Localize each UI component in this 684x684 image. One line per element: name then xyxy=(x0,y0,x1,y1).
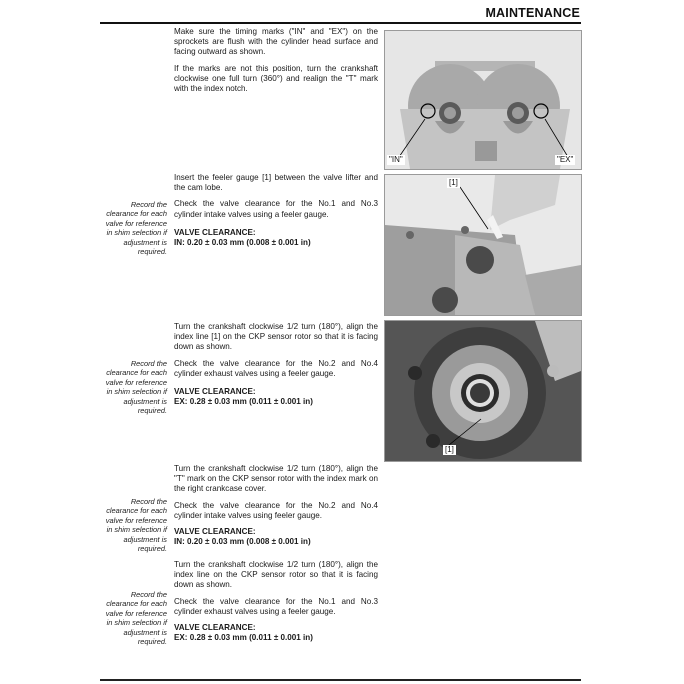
spec-title: VALVE CLEARANCE: xyxy=(174,623,256,633)
label-1: [1] xyxy=(449,178,458,187)
side-note: Record the clearance for each valve for reference in shim selection if adjustment is required. xyxy=(105,359,167,416)
side-note: Record the clearance for each valve for reference in shim selection if adjustment is required. xyxy=(105,590,167,647)
figure-feeler-gauge xyxy=(384,174,582,316)
spec-title: VALVE CLEARANCE: xyxy=(174,387,256,397)
step-4-text xyxy=(174,464,378,547)
label-ex: "EX" xyxy=(557,155,574,164)
spec-title: VALVE CLEARANCE: xyxy=(174,527,256,537)
step-paragraph: Turn the crankshaft clockwise 1/2 turn (180°), align the "T" mark on the CKP sensor rotor with the index mark on the right crankcase cover. xyxy=(174,464,378,494)
step-paragraph: Check the valve clearance for the No.1 and No.3 cylinder exhaust valves using a feeler gauge. xyxy=(174,596,378,616)
step-1-text xyxy=(174,27,378,100)
side-note: Record the clearance for each valve for reference in shim selection if adjustment is required. xyxy=(105,497,167,554)
figure-ckp-rotor xyxy=(384,320,582,462)
step-paragraph: If the marks are not this position, turn the crankshaft clockwise one full turn (360°) and realign the "T" mark with the index notch. xyxy=(174,63,378,94)
step-paragraph: Check the valve clearance for the No.2 and No.4 cylinder intake valves using feeler gauge. xyxy=(174,500,378,520)
section-title: MAINTENANCE xyxy=(485,6,580,20)
step-paragraph: Make sure the timing marks ("IN" and "EX") on the sprockets are flush with the cylinder head surface and facing outward as shown. xyxy=(174,27,378,57)
step-paragraph: Turn the crankshaft clockwise 1/2 turn (180°), align the index line on the CKP sensor rotor so that it is facing down as shown. xyxy=(174,560,378,590)
step-paragraph: Check the valve clearance for the No.2 and No.4 cylinder exhaust valves using a feeler gauge. xyxy=(174,358,378,378)
step-5-text xyxy=(174,560,378,643)
step-paragraph: Turn the crankshaft clockwise 1/2 turn (180°), align the index line [1] on the CKP sensor rotor so that it is facing down as shown. xyxy=(174,322,378,352)
label-1: [1] xyxy=(445,445,454,454)
footer-rule xyxy=(100,679,581,681)
step-3-text xyxy=(174,322,378,407)
step-paragraph: Check the valve clearance for the No.1 and No.3 cylinder intake valves using a feeler gauge. xyxy=(174,199,378,219)
spec-value: EX: 0.28 ± 0.03 mm (0.011 ± 0.001 in) xyxy=(174,633,313,643)
side-note: Record the clearance for each valve for reference in shim selection if adjustment is required. xyxy=(105,200,167,257)
step-2-text xyxy=(174,173,378,248)
label-in: "IN" xyxy=(389,155,403,164)
spec-title: VALVE CLEARANCE: xyxy=(174,227,256,237)
figure-timing-marks xyxy=(384,30,582,170)
spec-value: IN: 0.20 ± 0.03 mm (0.008 ± 0.001 in) xyxy=(174,537,311,547)
spec-value: EX: 0.28 ± 0.03 mm (0.011 ± 0.001 in) xyxy=(174,397,313,407)
header-rule xyxy=(100,22,581,24)
spec-value: IN: 0.20 ± 0.03 mm (0.008 ± 0.001 in) xyxy=(174,238,311,248)
step-paragraph: Insert the feeler gauge [1] between the valve lifter and the cam lobe. xyxy=(174,173,378,193)
